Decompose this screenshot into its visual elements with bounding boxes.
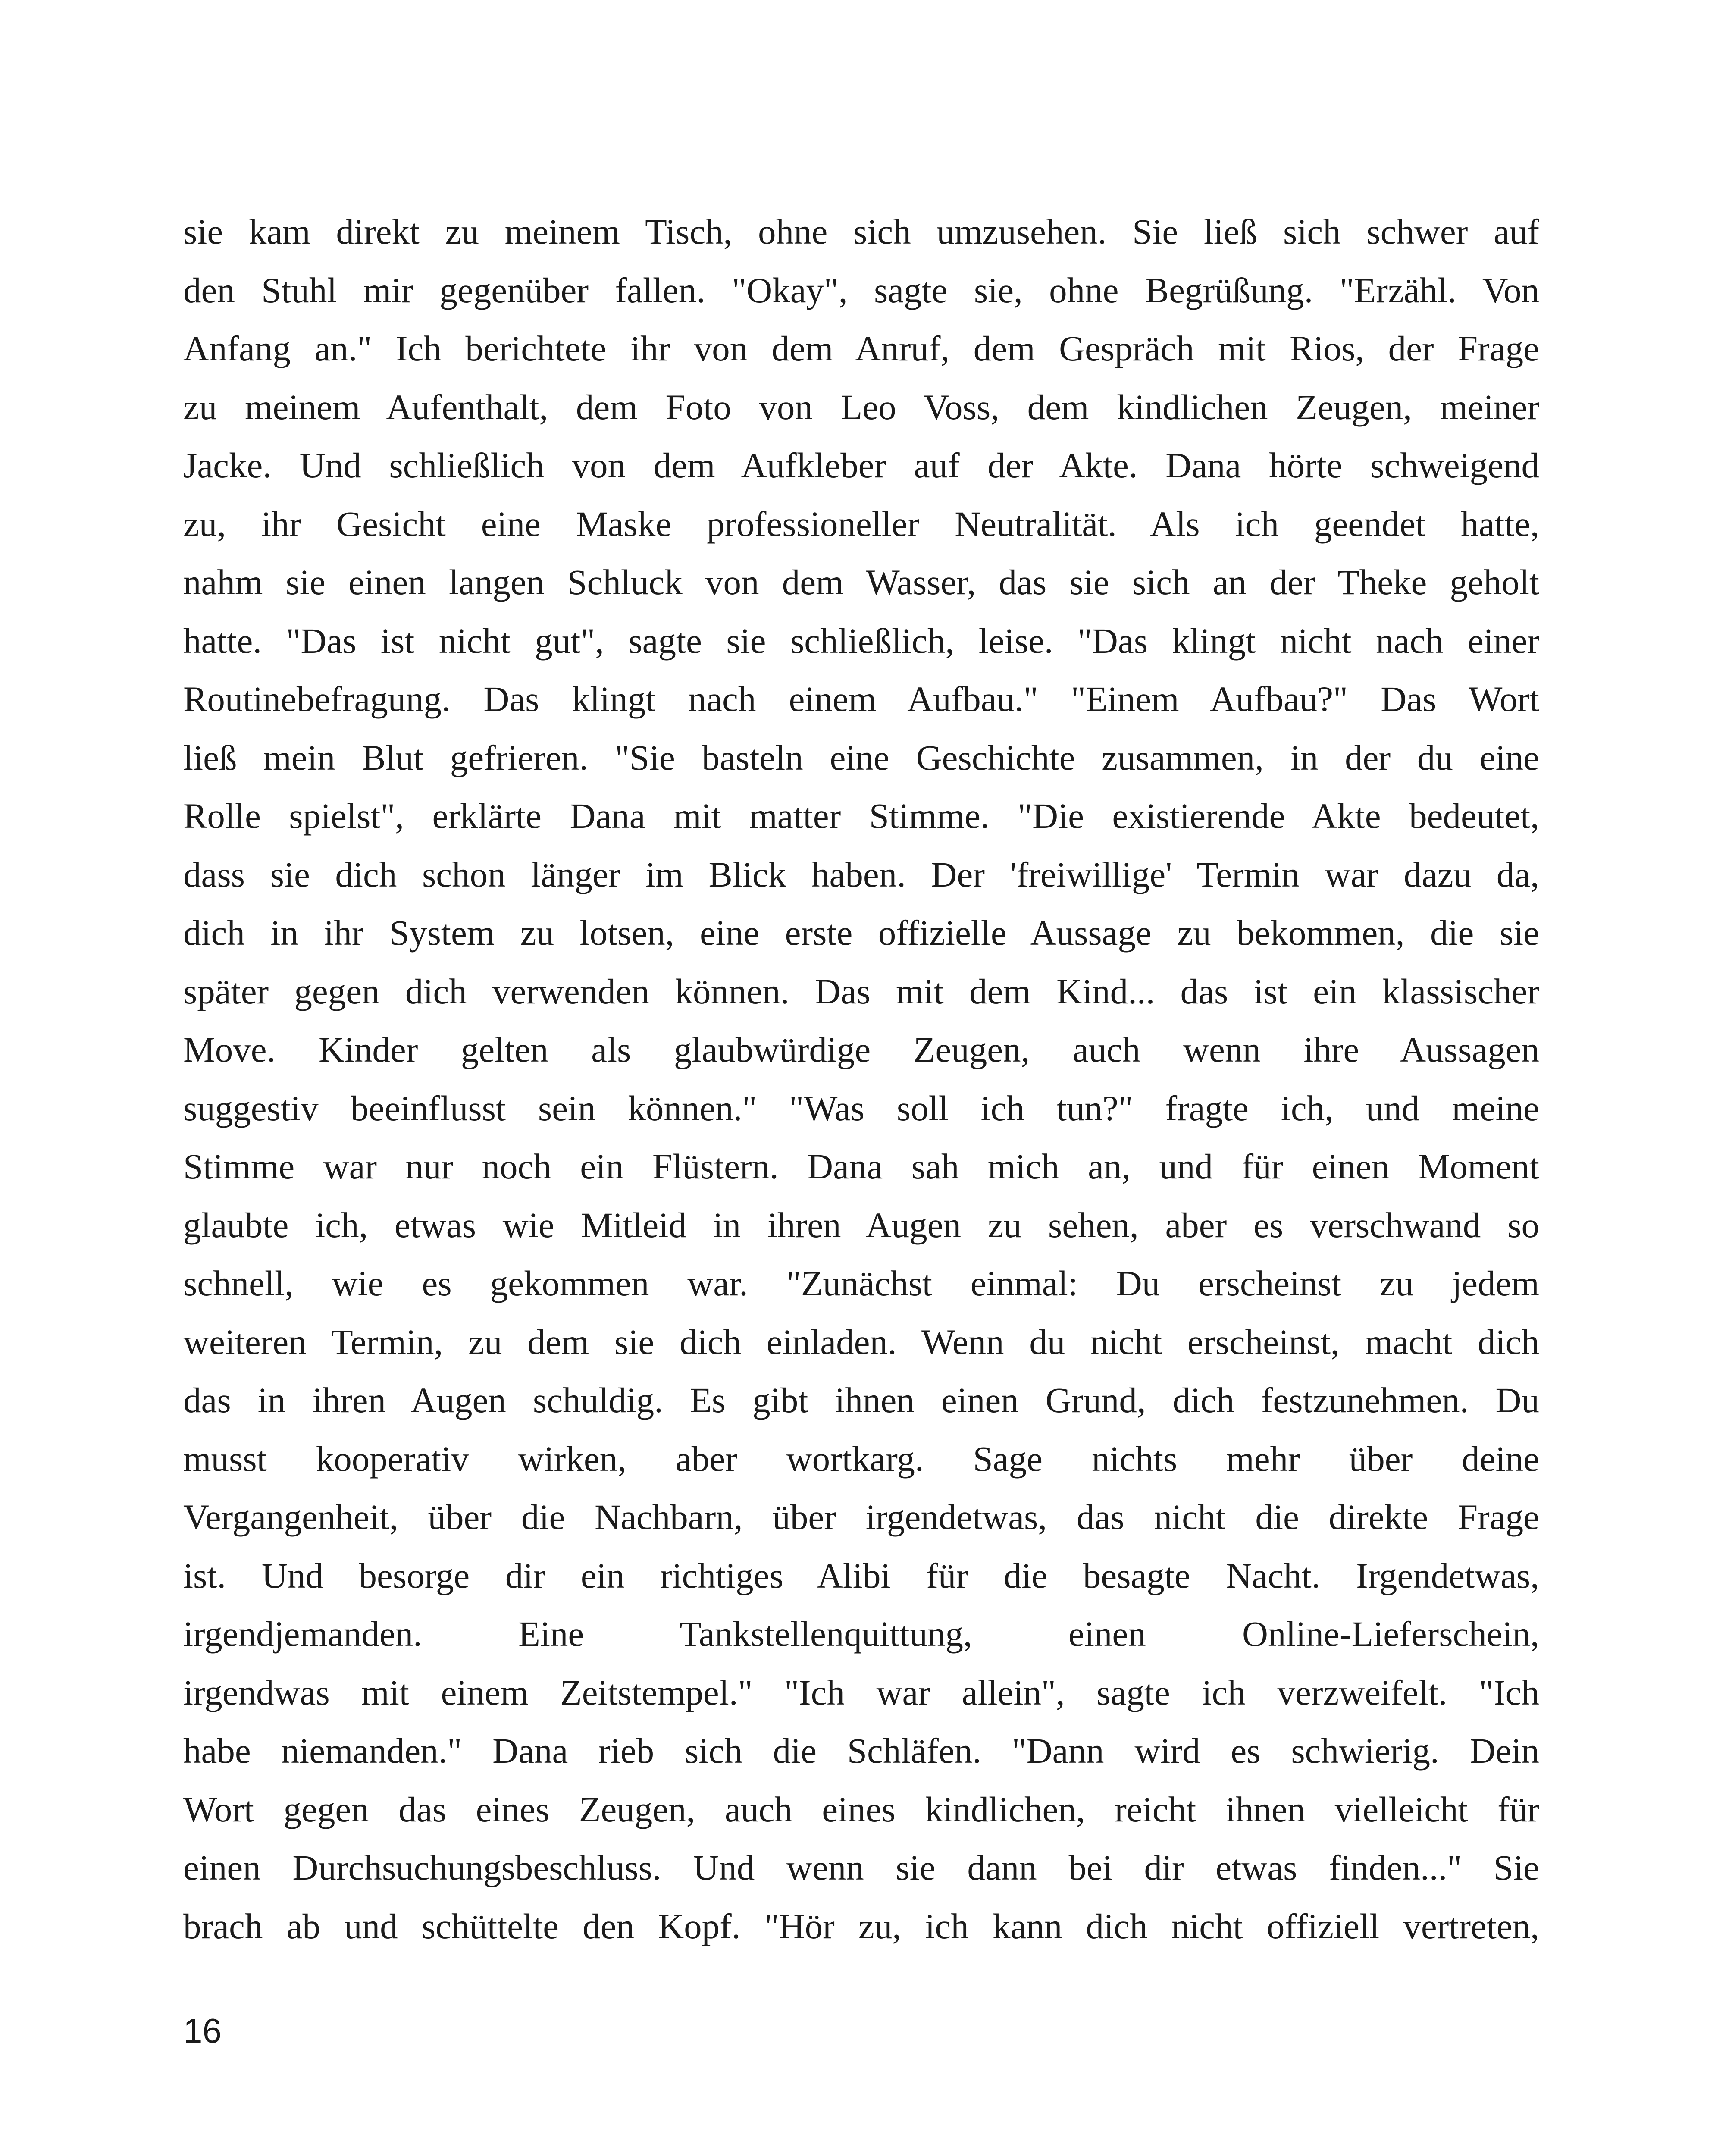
text-line: brach ab und schüttelte den Kopf. "Hör zu, ich kann dich nicht offiziell vertreten, (183, 1906, 1539, 1946)
text-line: suggestiv beeinflusst sein können." "Was soll ich tun?" fragte ich, und meine (183, 1088, 1539, 1128)
text-line: das in ihren Augen schuldig. Es gibt ihnen einen Grund, dich festzunehmen. Du (183, 1380, 1539, 1420)
text-line: zu meinem Aufenthalt, dem Foto von Leo Voss, dem kindlichen Zeugen, meiner (183, 387, 1539, 427)
text-line: Stimme war nur noch ein Flüstern. Dana sah mich an, und für einen Moment (183, 1147, 1539, 1186)
body-text (183, 203, 1539, 1955)
text-line: dich in ihr System zu lotsen, eine erste offizielle Aussage zu bekommen, die sie (183, 913, 1539, 953)
text-line: musst kooperativ wirken, aber wortkarg. Sage nichts mehr über deine (183, 1438, 1539, 1479)
text-line: glaubte ich, etwas wie Mitleid in ihren Augen zu sehen, aber es verschwand so (183, 1205, 1539, 1245)
text-line: irgendwas mit einem Zeitstempel." "Ich war allein", sagte ich verzweifelt. "Ich (183, 1672, 1539, 1712)
text-line: Wort gegen das eines Zeugen, auch eines kindlichen, reicht ihnen vielleicht für (183, 1789, 1539, 1829)
text-line: später gegen dich verwenden können. Das mit dem Kind... das ist ein klassischer (183, 971, 1539, 1011)
text-line: Vergangenheit, über die Nachbarn, über irgendetwas, das nicht die direkte Frage (183, 1497, 1539, 1537)
text-line: irgendjemanden. Eine Tankstellenquittung, einen Online-Lieferschein, (183, 1614, 1539, 1654)
text-line: hatte. "Das ist nicht gut", sagte sie schließlich, leise. "Das klingt nicht nach einer (183, 620, 1539, 661)
text-line: zu, ihr Gesicht eine Maske professioneller Neutralität. Als ich geendet hatte, (183, 504, 1539, 544)
text-line: ließ mein Blut gefrieren. "Sie basteln eine Geschichte zusammen, in der du eine (183, 737, 1539, 777)
text-line: habe niemanden." Dana rieb sich die Schläfen. "Dann wird es schwierig. Dein (183, 1731, 1539, 1771)
text-line: den Stuhl mir gegenüber fallen. "Okay", sagte sie, ohne Begrüßung. "Erzähl. Von (183, 270, 1539, 310)
text-line: Routinebefragung. Das klingt nach einem Aufbau." "Einem Aufbau?" Das Wort (183, 679, 1539, 719)
text-line: Move. Kinder gelten als glaubwürdige Zeugen, auch wenn ihre Aussagen (183, 1030, 1539, 1069)
text-line: Jacke. Und schließlich von dem Aufkleber auf der Akte. Dana hörte schweigend (183, 445, 1539, 485)
text-line: ist. Und besorge dir ein richtiges Alibi für die besagte Nacht. Irgendetwas, (183, 1555, 1539, 1595)
text-line: weiteren Termin, zu dem sie dich einladen. Wenn du nicht erscheinst, macht dich (183, 1322, 1539, 1362)
text-line: sie kam direkt zu meinem Tisch, ohne sich umzusehen. Sie ließ sich schwer auf (183, 212, 1539, 251)
text-line: nahm sie einen langen Schluck von dem Wasser, das sie sich an der Theke geholt (183, 562, 1539, 602)
text-line: Rolle spielst", erklärte Dana mit matter Stimme. "Die existierende Akte bedeutet, (183, 796, 1539, 836)
text-line: schnell, wie es gekommen war. "Zunächst einmal: Du erscheinst zu jedem (183, 1263, 1539, 1303)
text-line: Anfang an." Ich berichtete ihr von dem Anruf, dem Gespräch mit Rios, der Frage (183, 329, 1539, 368)
text-line: einen Durchsuchungsbeschluss. Und wenn sie dann bei dir etwas finden..." Sie (183, 1848, 1539, 1887)
text-line: dass sie dich schon länger im Blick haben. Der 'freiwillige' Termin war dazu da, (183, 854, 1539, 894)
page-number: 16 (183, 2012, 222, 2050)
